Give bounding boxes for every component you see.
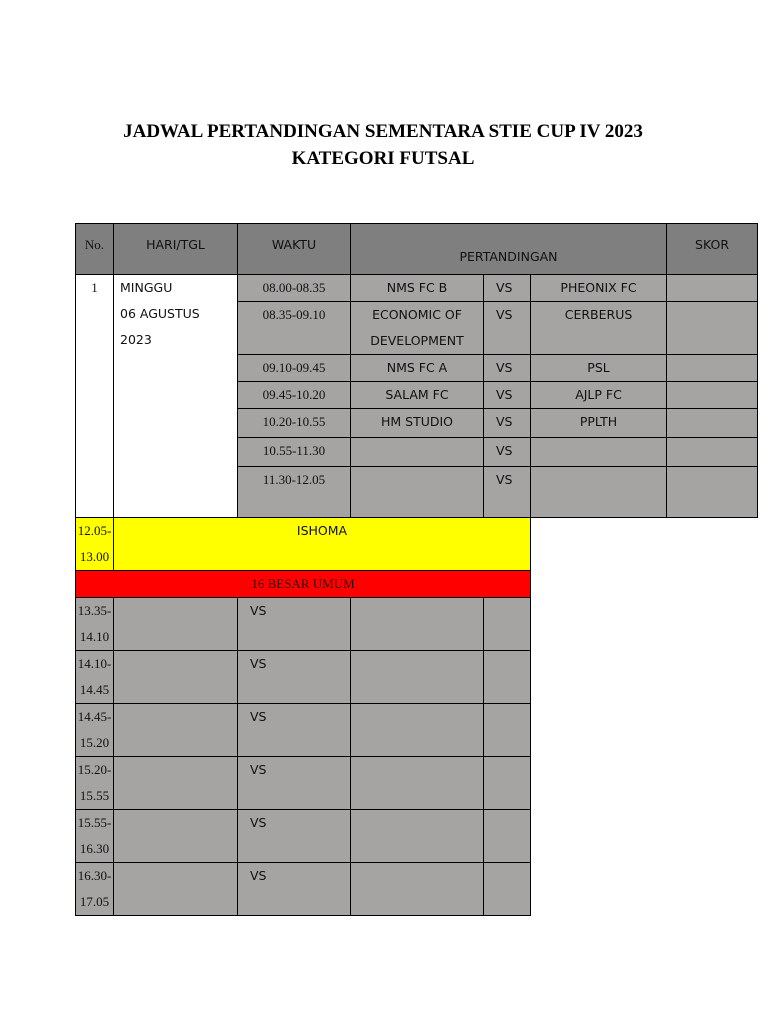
- match-row: [76, 704, 758, 757]
- score-cell: [484, 598, 531, 651]
- document-title: JADWAL PERTANDINGAN SEMENTARA STIE CUP IV 2023: [123, 121, 643, 142]
- team-b-cell: [351, 651, 484, 704]
- score-cell: [667, 302, 758, 355]
- score-cell: [667, 355, 758, 382]
- day-date-cell: [114, 275, 238, 518]
- vs-cell: VS: [484, 355, 531, 382]
- team-a-cell: NMS FC B: [351, 275, 484, 302]
- time-cell: 14.10-14.45: [76, 651, 114, 704]
- score-cell: [484, 757, 531, 810]
- team-b-cell: [351, 810, 484, 863]
- vs-cell: VS: [238, 810, 351, 863]
- day-number-cell: 1: [76, 275, 114, 518]
- team-a-cell: [114, 810, 238, 863]
- vs-cell: VS: [238, 757, 351, 810]
- score-cell: [667, 409, 758, 438]
- match-row: [76, 651, 758, 704]
- team-a-cell: [351, 467, 484, 518]
- score-cell: [667, 382, 758, 409]
- time-cell: 16.30-17.05: [76, 863, 114, 916]
- team-b-cell: [351, 598, 484, 651]
- team-b-cell: AJLP FC: [531, 382, 667, 409]
- vs-cell: VS: [484, 382, 531, 409]
- team-b-cell: [351, 757, 484, 810]
- time-cell: 11.30-12.05: [238, 467, 351, 518]
- vs-cell: VS: [484, 409, 531, 438]
- header-row: [76, 224, 758, 275]
- team-b-cell: [351, 863, 484, 916]
- team-a-cell: [114, 598, 238, 651]
- team-a-cell: [114, 651, 238, 704]
- match-row: [76, 863, 758, 916]
- time-cell: 09.45-10.20: [238, 382, 351, 409]
- time-cell: 10.20-10.55: [238, 409, 351, 438]
- vs-cell: VS: [238, 598, 351, 651]
- match-row: [76, 810, 758, 863]
- score-cell: [484, 704, 531, 757]
- team-b-cell: PHEONIX FC: [531, 275, 667, 302]
- time-cell: 09.10-09.45: [238, 355, 351, 382]
- time-cell: 10.55-11.30: [238, 438, 351, 467]
- team-b-cell: PSL: [531, 355, 667, 382]
- team-b-cell: [531, 438, 667, 467]
- vs-cell: VS: [238, 704, 351, 757]
- vs-cell: VS: [238, 651, 351, 704]
- break-label-cell: ISHOMA: [114, 518, 531, 571]
- header-no: No.: [76, 224, 114, 275]
- score-cell: [484, 810, 531, 863]
- round-banner: 16 BESAR UMUM: [76, 571, 531, 598]
- score-cell: [667, 467, 758, 518]
- team-b-cell: [531, 467, 667, 518]
- team-b-cell: CERBERUS: [531, 302, 667, 355]
- team-a-cell: NMS FC A: [351, 355, 484, 382]
- header-pertandingan: PERTANDINGAN: [351, 224, 667, 275]
- score-cell: [484, 651, 531, 704]
- team-a-cell: HM STUDIO: [351, 409, 484, 438]
- break-time-cell: 12.05-13.00: [76, 518, 114, 571]
- vs-cell: VS: [238, 863, 351, 916]
- score-cell: [667, 438, 758, 467]
- time-cell: 14.45-15.20: [76, 704, 114, 757]
- day-name: MINGGU: [120, 280, 173, 295]
- team-a-cell: [351, 438, 484, 467]
- time-cell: 08.35-09.10: [238, 302, 351, 355]
- team-a-cell: ECONOMIC OF DEVELOPMENT: [351, 302, 484, 355]
- match-row: [76, 598, 758, 651]
- match-row: [76, 275, 758, 302]
- day-date: 06 AGUSTUS: [120, 306, 200, 321]
- break-row: [76, 518, 758, 571]
- time-cell: 15.20-15.55: [76, 757, 114, 810]
- team-b-cell: PPLTH: [531, 409, 667, 438]
- document-subtitle: KATEGORI FUTSAL: [291, 148, 475, 169]
- team-a-cell: [114, 863, 238, 916]
- header-hari-tgl: HARI/TGL: [114, 224, 238, 275]
- header-waktu: WAKTU: [238, 224, 351, 275]
- time-cell: 15.55-16.30: [76, 810, 114, 863]
- vs-cell: VS: [484, 302, 531, 355]
- header-skor: SKOR: [667, 224, 758, 275]
- time-cell: 13.35-14.10: [76, 598, 114, 651]
- day-year: 2023: [120, 332, 152, 347]
- vs-cell: VS: [484, 275, 531, 302]
- score-cell: [667, 275, 758, 302]
- round-banner-row: [76, 571, 758, 598]
- team-a-cell: [114, 757, 238, 810]
- team-a-cell: [114, 704, 238, 757]
- time-cell: 08.00-08.35: [238, 275, 351, 302]
- vs-cell: VS: [484, 438, 531, 467]
- match-row: [76, 757, 758, 810]
- team-a-cell: SALAM FC: [351, 382, 484, 409]
- vs-cell: VS: [484, 467, 531, 518]
- score-cell: [484, 863, 531, 916]
- team-b-cell: [351, 704, 484, 757]
- schedule-table: [75, 223, 758, 916]
